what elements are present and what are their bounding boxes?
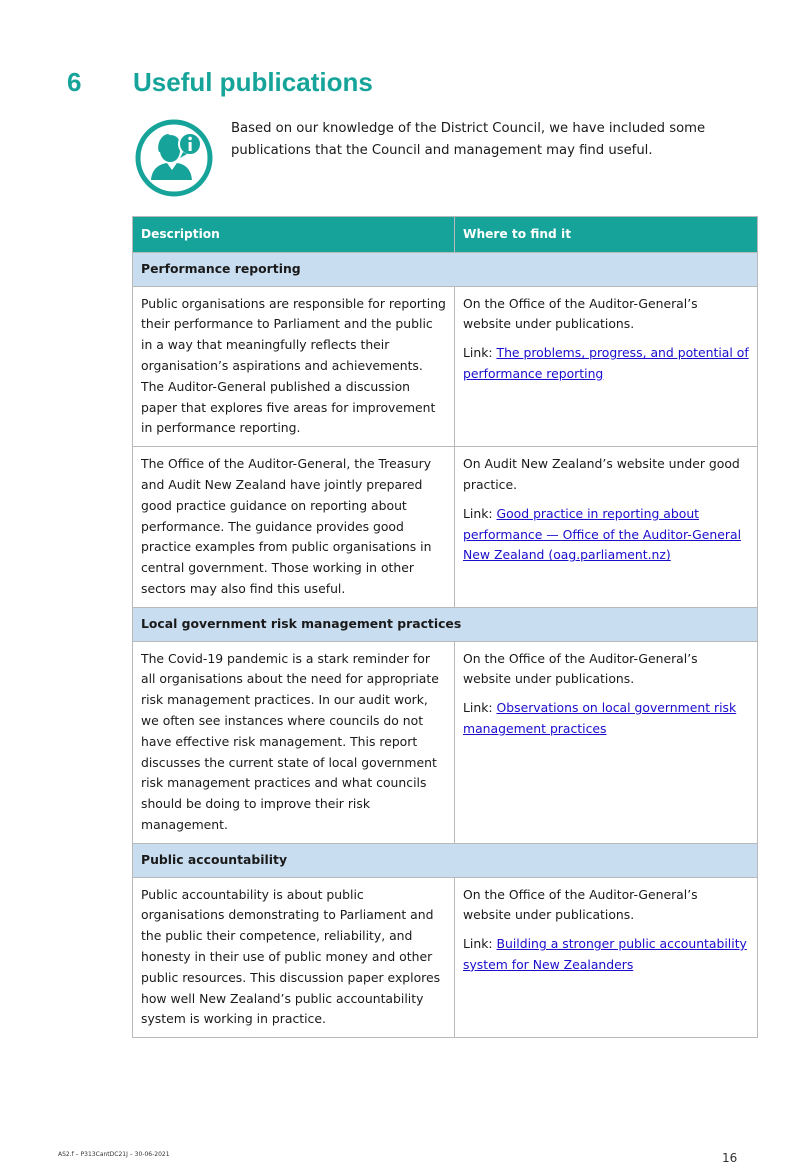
- intro-paragraph: Based on our knowledge of the District Council, we have included some publications that the Council and management may find useful.: [231, 121, 706, 158]
- where-text: On Audit New Zealand’s website under good practice.: [463, 456, 740, 492]
- publication-link[interactable]: Building a stronger public accountability system for New Zealanders: [463, 936, 747, 972]
- link-line: [463, 343, 749, 385]
- where-cell: [455, 286, 758, 447]
- link-prefix: Link:: [463, 345, 497, 361]
- publications-table: [132, 216, 758, 1038]
- where-cell: [455, 447, 758, 608]
- description-cell: The Office of the Auditor-General, the Treasury and Audit New Zealand have jointly prepared good practice guidance on reporting about performance. The guidance provides good practice examples from public organisations in central government. Those working in other sectors may also find this useful.: [133, 447, 455, 608]
- link-prefix: Link:: [463, 700, 497, 716]
- where-cell: [455, 641, 758, 843]
- document-code: AS2.f – P313CantDC21J – 30-06-2021: [58, 1151, 170, 1158]
- section-title-cell: Performance reporting: [133, 252, 758, 286]
- section-row: [133, 843, 758, 877]
- description-cell: Public accountability is about public organisations demonstrating to Parliament and the public their competence, reliability, and honesty in their use of public money and other public resources. This discussion paper explores how well New Zealand’s public accountability system is working in practice.: [133, 877, 455, 1038]
- where-cell: [455, 877, 758, 1038]
- link-line: [463, 504, 749, 566]
- where-text: On the Office of the Auditor-General’s website under publications.: [463, 295, 698, 332]
- column-header-description: Description: [133, 217, 455, 253]
- section-heading: [67, 62, 373, 102]
- description-cell: The Covid-19 pandemic is a stark reminder for all organisations about the need for appropriate risk management practices. In our audit work, we often see instances where councils do not have effective risk management. This report discusses the current state of local government risk management practices and what councils should be doing to improve their risk management.: [133, 641, 455, 843]
- section-row: [133, 252, 758, 286]
- table-header-row: [133, 217, 758, 253]
- table-row: [133, 286, 758, 447]
- publication-link[interactable]: The problems, progress, and potential of performance reporting: [463, 345, 749, 381]
- section-row: [133, 607, 758, 641]
- section-title-cell: Local government risk management practices: [133, 607, 758, 641]
- person-info-icon: [134, 118, 214, 198]
- where-text: On the Office of the Auditor-General’s website under publications.: [463, 650, 698, 687]
- link-line: [463, 698, 749, 740]
- description-cell: Public organisations are responsible for reporting their performance to Parliament and the public in a way that meaningfully reflects their organisation’s aspirations and achievements. The Auditor-General published a discussion paper that explores five areas for improvement in performance reporting.: [133, 286, 455, 447]
- column-header-where: Where to find it: [455, 217, 758, 253]
- page-number: 16: [722, 1151, 738, 1165]
- section-title: Useful publications: [133, 66, 373, 97]
- table-row: [133, 447, 758, 608]
- table-row: [133, 877, 758, 1038]
- section-number: 6: [67, 66, 82, 97]
- link-prefix: Link:: [463, 505, 497, 521]
- publication-link[interactable]: Good practice in reporting about performance — Office of the Auditor-General New Zealand (oag.parliament.nz): [463, 505, 742, 563]
- section-title-cell: Public accountability: [133, 843, 758, 877]
- table-row: [133, 641, 758, 843]
- link-line: [463, 934, 749, 976]
- link-prefix: Link:: [463, 936, 497, 952]
- where-text: On the Office of the Auditor-General’s website under publications.: [463, 886, 698, 923]
- publication-link[interactable]: Observations on local government risk management practices: [463, 700, 737, 736]
